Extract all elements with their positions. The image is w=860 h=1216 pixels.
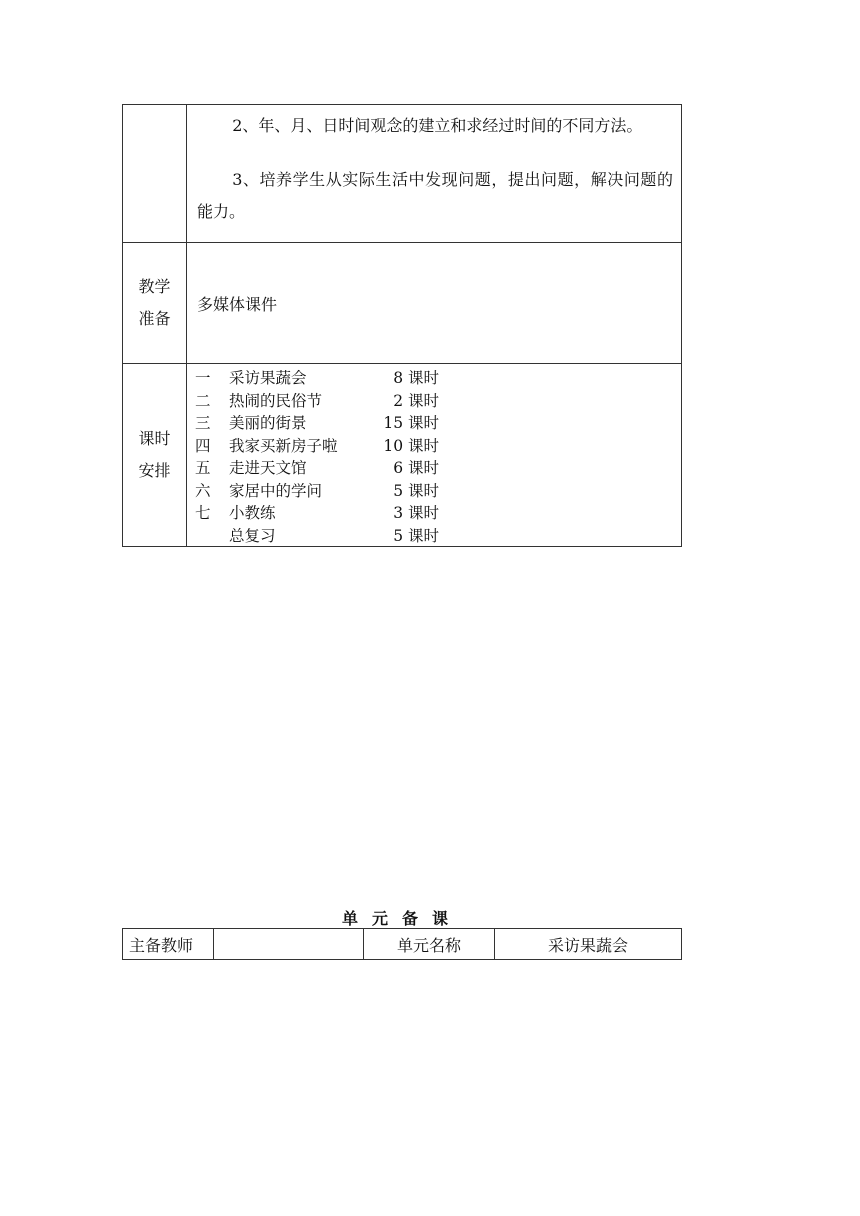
schedule-item-number: 六	[195, 481, 211, 500]
schedule-label-line: 课时	[138, 429, 171, 448]
schedule-item	[195, 434, 681, 457]
schedule-item-hours: 15 课时	[383, 414, 439, 433]
unit-name-value: 采访果蔬会	[495, 929, 682, 960]
schedule-item-number: 五	[195, 459, 211, 478]
prep-label-cell	[123, 243, 187, 364]
schedule-item-name: 总复习	[229, 526, 276, 545]
schedule-item-hours: 6 课时	[393, 459, 439, 478]
schedule-content-cell	[187, 364, 682, 547]
schedule-item-number: 二	[195, 391, 211, 410]
schedule-item-hours: 5 课时	[393, 526, 439, 545]
prep-content-cell	[187, 243, 682, 364]
goals-label-cell	[123, 105, 187, 243]
schedule-item-name: 小教练	[229, 504, 276, 523]
schedule-item	[195, 389, 681, 412]
schedule-item	[195, 366, 681, 389]
schedule-label-cell	[123, 364, 187, 547]
main-teacher-label: 主备教师	[123, 929, 214, 960]
schedule-item-hours: 8 课时	[393, 369, 439, 388]
schedule-item	[195, 411, 681, 434]
unit-name-label: 单元名称	[364, 929, 495, 960]
goals-row	[123, 105, 682, 243]
goals-content-cell	[187, 105, 682, 243]
schedule-item-name: 采访果蔬会	[229, 369, 307, 388]
lesson-plan-table	[122, 104, 682, 547]
prep-label-line: 教学	[138, 277, 171, 296]
schedule-item-name: 走进天文馆	[229, 459, 307, 478]
unit-prep-title: 单元备课	[341, 909, 462, 928]
prep-content: 多媒体课件	[197, 294, 278, 314]
unit-prep-table	[122, 928, 682, 960]
schedule-item	[195, 456, 681, 479]
goal-paragraph: 3、培养学生从实际生活中发现问题，提出问题，解决问题的能力。	[197, 169, 673, 221]
schedule-item-name: 热闹的民俗节	[229, 391, 323, 410]
unit-prep-row	[123, 929, 682, 960]
schedule-item-hours: 2 课时	[393, 391, 439, 410]
main-teacher-value	[214, 929, 364, 960]
schedule-item-number: 一	[195, 369, 211, 388]
prep-label-line: 准备	[138, 309, 171, 328]
schedule-item	[195, 501, 681, 524]
schedule-item-name: 家居中的学问	[229, 481, 323, 500]
schedule-item-number: 三	[195, 414, 211, 433]
schedule-item	[195, 524, 681, 547]
schedule-item	[195, 479, 681, 502]
schedule-item-name: 美丽的街景	[229, 414, 307, 433]
schedule-label-line: 安排	[138, 461, 171, 480]
schedule-item-name: 我家买新房子啦	[229, 436, 338, 455]
schedule-item-number: 四	[195, 436, 211, 455]
schedule-item-hours: 3 课时	[393, 504, 439, 523]
schedule-list	[187, 364, 681, 546]
schedule-item-hours: 10 课时	[383, 436, 439, 455]
goal-paragraph: 2、年、月、日时间观念的建立和求经过时间的不同方法。	[232, 115, 643, 135]
prep-row	[123, 243, 682, 364]
schedule-row	[123, 364, 682, 547]
schedule-item-hours: 5 课时	[393, 481, 439, 500]
schedule-item-number: 七	[195, 504, 211, 523]
